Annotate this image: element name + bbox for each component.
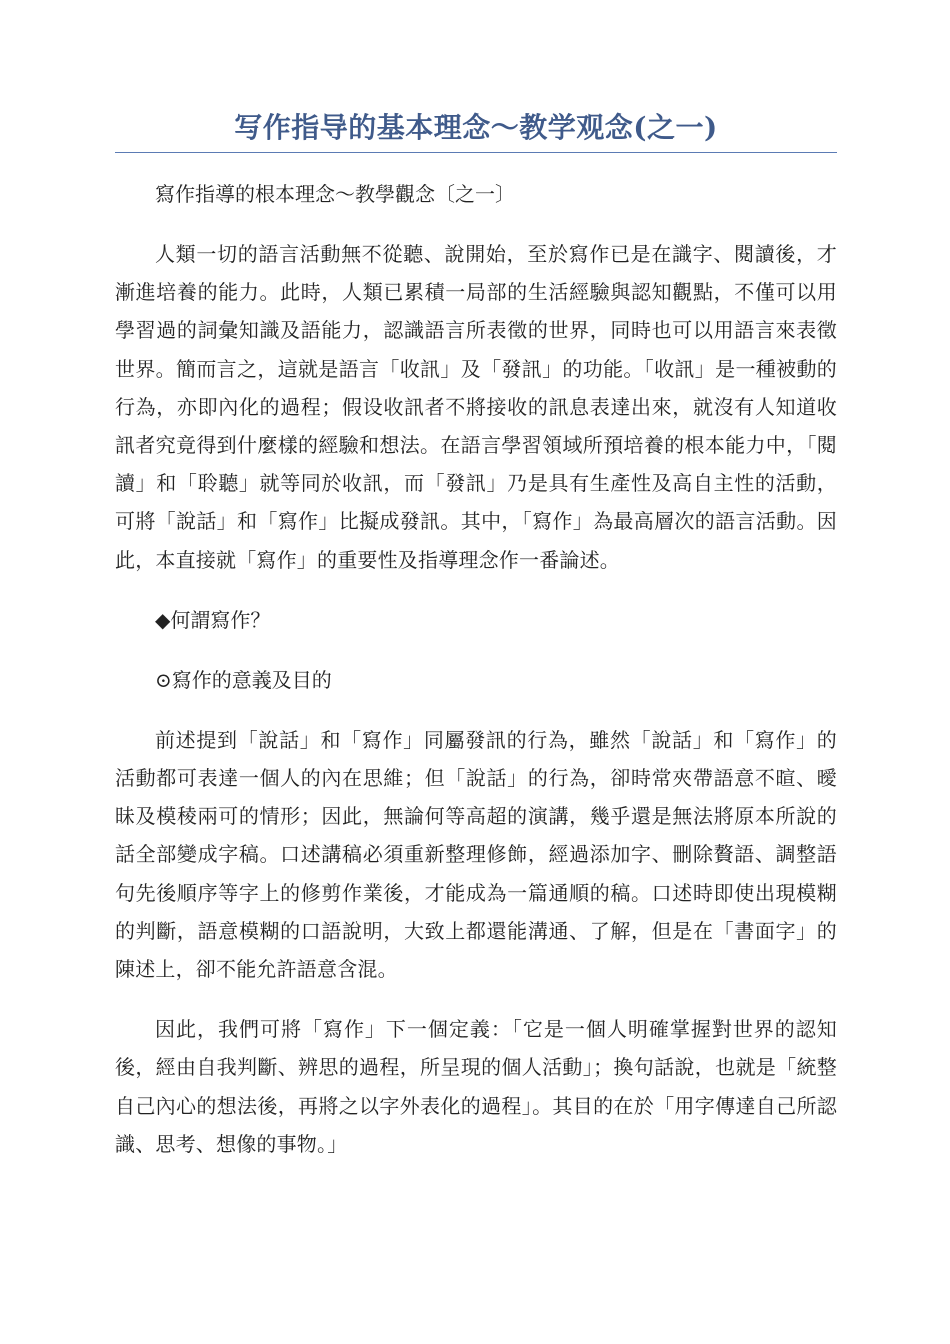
- section-heading-what-is-writing: ◆何謂寫作？: [155, 607, 271, 632]
- paragraph-speech-vs-writing: 前述提到「說話」和「寫作」同屬發訊的行為，雖然「說話」和「寫作」的活動都可表達一個人的內在思維；但「說話」的行為，卻時常夾帶語意不暄、曖昧及模稜兩可的情形；因此，無論何等高超的演講，幾乎還是無法將原本所說的話全部變成字稿。口述講稿必須重新整理修飾，經過添加字、刪除贅語、調整語句先後順序等字上的修剪作業後，才能成為一篇通順的稿。口述時即使出現模糊的判斷，語意模糊的口語說明，大致上都還能溝通、了解，但是在「書面字」的陳述上，卻不能允許語意含混。: [115, 727, 837, 982]
- paragraph-intro: 人類一切的語言活動無不從聽、說開始，至於寫作已是在識字、閱讀後，才漸進培養的能力。此時，人類已累積一局部的生活經驗與認知觀點，不僅可以用學習過的詞彙知識及語能力，認識語言所表徵的世界，同時也可以用語言來表徵世界。簡而言之，這就是語言「收訊」及「發訊」的功能。「收訊」是一種被動的行為，亦即內化的過程；假设收訊者不將接收的訊息表達出來，就沒有人知道收訊者究竟得到什麼樣的經驗和想法。在語言學習領域所預培養的根本能力中，「閱讀」和「聆聽」就等同於收訊，而「發訊」乃是具有生產性及高自主性的活動，可將「說話」和「寫作」比擬成發訊。其中，「寫作」為最高層次的語言活動。因此，本直接就「寫作」的重要性及指導理念作一番論述。: [115, 242, 837, 572]
- paragraph-definition: 因此，我們可將「寫作」下一個定義：「它是一個人明確掌握對世界的認知後，經由自我判斷、辨思的過程，所呈現的個人活動」；換句話說，也就是「統整自己內心的想法後，再將之以字外表化的過程」。其目的在於「用字傳達自己所認識、思考、想像的事物。」: [115, 1017, 837, 1156]
- document-title: 写作指导的基本理念～教学观念(之一): [115, 108, 837, 153]
- document-subtitle: 寫作指導的根本理念～教學觀念〔之一〕: [155, 182, 515, 206]
- subsection-heading-meaning-purpose: ⊙寫作的意義及目的: [155, 667, 332, 692]
- document-page: [115, 108, 837, 1163]
